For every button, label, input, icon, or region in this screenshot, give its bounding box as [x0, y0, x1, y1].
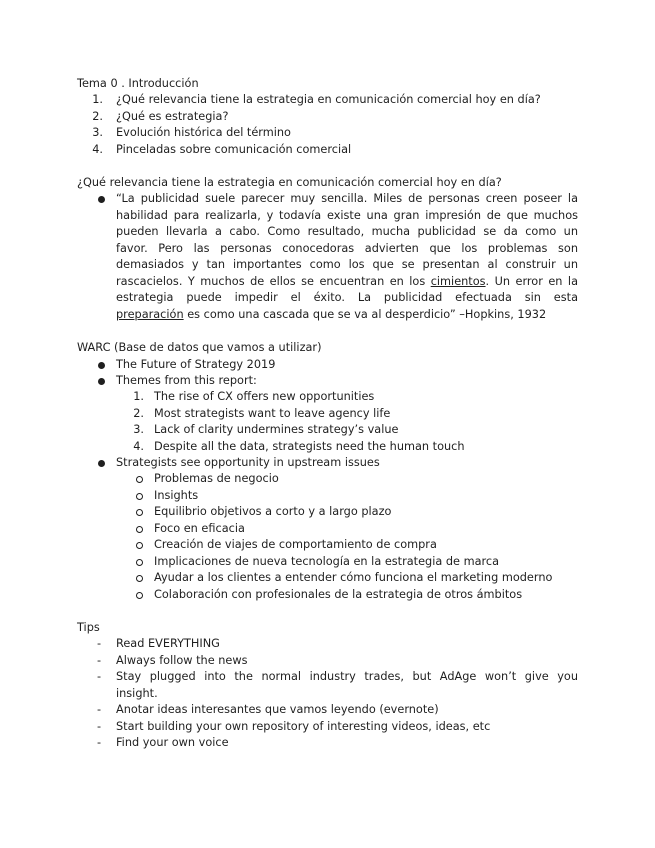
bullet-icon	[98, 196, 105, 203]
upstream-item: Foco en eficacia	[154, 522, 245, 535]
tip-item: Read EVERYTHING	[116, 637, 220, 650]
upstream-item: Ayudar a los clientes a entender cómo funciona el marketing moderno	[154, 571, 553, 584]
upstream-label: Strategists see opportunity in upstream issues	[116, 456, 380, 469]
list-item: Pinceladas sobre comunicación comercial	[116, 143, 352, 156]
theme-item: Despite all the data, strategists need the human touch	[154, 440, 465, 453]
dash-bullet: -	[97, 637, 102, 650]
list-number: 3.	[92, 126, 103, 139]
quote-line	[116, 274, 578, 291]
quote-text: es como una cascada que se va al desperdicio” –Hopkins, 1932	[183, 307, 547, 321]
warc-title: WARC (Base de datos que vamos a utilizar)	[77, 341, 322, 354]
report-name: The Future of Strategy 2019	[116, 358, 276, 371]
upstream-item: Implicaciones de nueva tecnología en la estrategia de marca	[154, 555, 500, 568]
upstream-item: Equilibrio objetivos a corto y a largo plazo	[154, 505, 392, 518]
circle-bullet-icon	[136, 542, 143, 549]
tips-title: Tips	[77, 621, 100, 634]
quote-underlined: preparación	[116, 307, 184, 321]
quote-text: rascacielos. Y muchos de ellos se encuentran en los	[116, 274, 431, 288]
quote-line: habilidad para realizarla, y todavía existe una gran impresión de que muchos	[116, 208, 578, 222]
quote-line: “La publicidad suele parecer muy sencilla. Miles de personas creen poseer la	[116, 192, 578, 205]
dash-bullet: -	[97, 670, 102, 683]
quote-text: . Un error en la	[485, 274, 578, 288]
list-number: 2.	[133, 407, 144, 420]
theme-item: Lack of clarity undermines strategy’s value	[154, 423, 399, 436]
dash-bullet: -	[97, 703, 102, 716]
circle-bullet-icon	[136, 526, 143, 533]
themes-label: Themes from this report:	[116, 374, 257, 387]
quote-underlined: cimientos	[430, 274, 486, 288]
list-number: 1.	[92, 93, 103, 106]
relevance-title: ¿Qué relevancia tiene la estrategia en comunicación comercial hoy en día?	[77, 176, 502, 189]
circle-bullet-icon	[136, 509, 143, 516]
intro-title: Tema 0 . Introducción	[77, 77, 199, 90]
quote-line: estrategia puede impedir el éxito. La publicidad efectuada sin esta	[116, 291, 578, 304]
bullet-icon	[98, 362, 105, 369]
circle-bullet-icon	[136, 476, 143, 483]
circle-bullet-icon	[136, 592, 143, 599]
quote-line: pueden llevarla a cabo. Como resultado, mucha publicidad se da como un	[116, 225, 578, 238]
list-number: 3.	[133, 423, 144, 436]
dash-bullet: -	[97, 720, 102, 733]
theme-item: Most strategists want to leave agency life	[154, 407, 391, 420]
circle-bullet-icon	[136, 493, 143, 500]
tip-item: Anotar ideas interesantes que vamos leyendo (evernote)	[116, 703, 439, 716]
bullet-icon	[98, 378, 105, 385]
list-number: 1.	[133, 390, 144, 403]
list-number: 2.	[92, 110, 103, 123]
quote-line	[116, 307, 578, 324]
theme-item: The rise of CX offers new opportunities	[154, 390, 375, 403]
circle-bullet-icon	[136, 559, 143, 566]
list-number: 4.	[133, 440, 144, 453]
list-number: 4.	[92, 143, 103, 156]
upstream-item: Creación de viajes de comportamiento de compra	[154, 538, 437, 551]
quote-line: favor. Pero las personas conocedoras advierten que los problemas son	[116, 241, 578, 255]
tip-item: Find your own voice	[116, 736, 229, 749]
list-item: ¿Qué es estrategia?	[116, 110, 229, 123]
tip-line: insight.	[116, 686, 158, 700]
circle-bullet-icon	[136, 575, 143, 582]
upstream-item: Insights	[154, 489, 199, 502]
bullet-icon	[98, 460, 105, 467]
tip-item	[116, 669, 578, 702]
quote-line: demasiados y tan importantes como los que se presentan al construir un	[116, 258, 578, 271]
dash-bullet: -	[97, 654, 102, 667]
dash-bullet: -	[97, 736, 102, 749]
upstream-item: Colaboración con profesionales de la estrategia de otros ámbitos	[154, 588, 523, 601]
quote-paragraph	[116, 191, 578, 323]
tip-item: Always follow the news	[116, 654, 248, 667]
upstream-item: Problemas de negocio	[154, 472, 279, 485]
list-item: Evolución histórica del término	[116, 126, 291, 139]
tip-item: Start building your own repository of interesting videos, ideas, etc	[116, 720, 491, 733]
tip-line: Stay plugged into the normal industry trades, but AdAge won’t give you	[116, 670, 578, 683]
list-item: ¿Qué relevancia tiene la estrategia en comunicación comercial hoy en día?	[116, 93, 541, 106]
